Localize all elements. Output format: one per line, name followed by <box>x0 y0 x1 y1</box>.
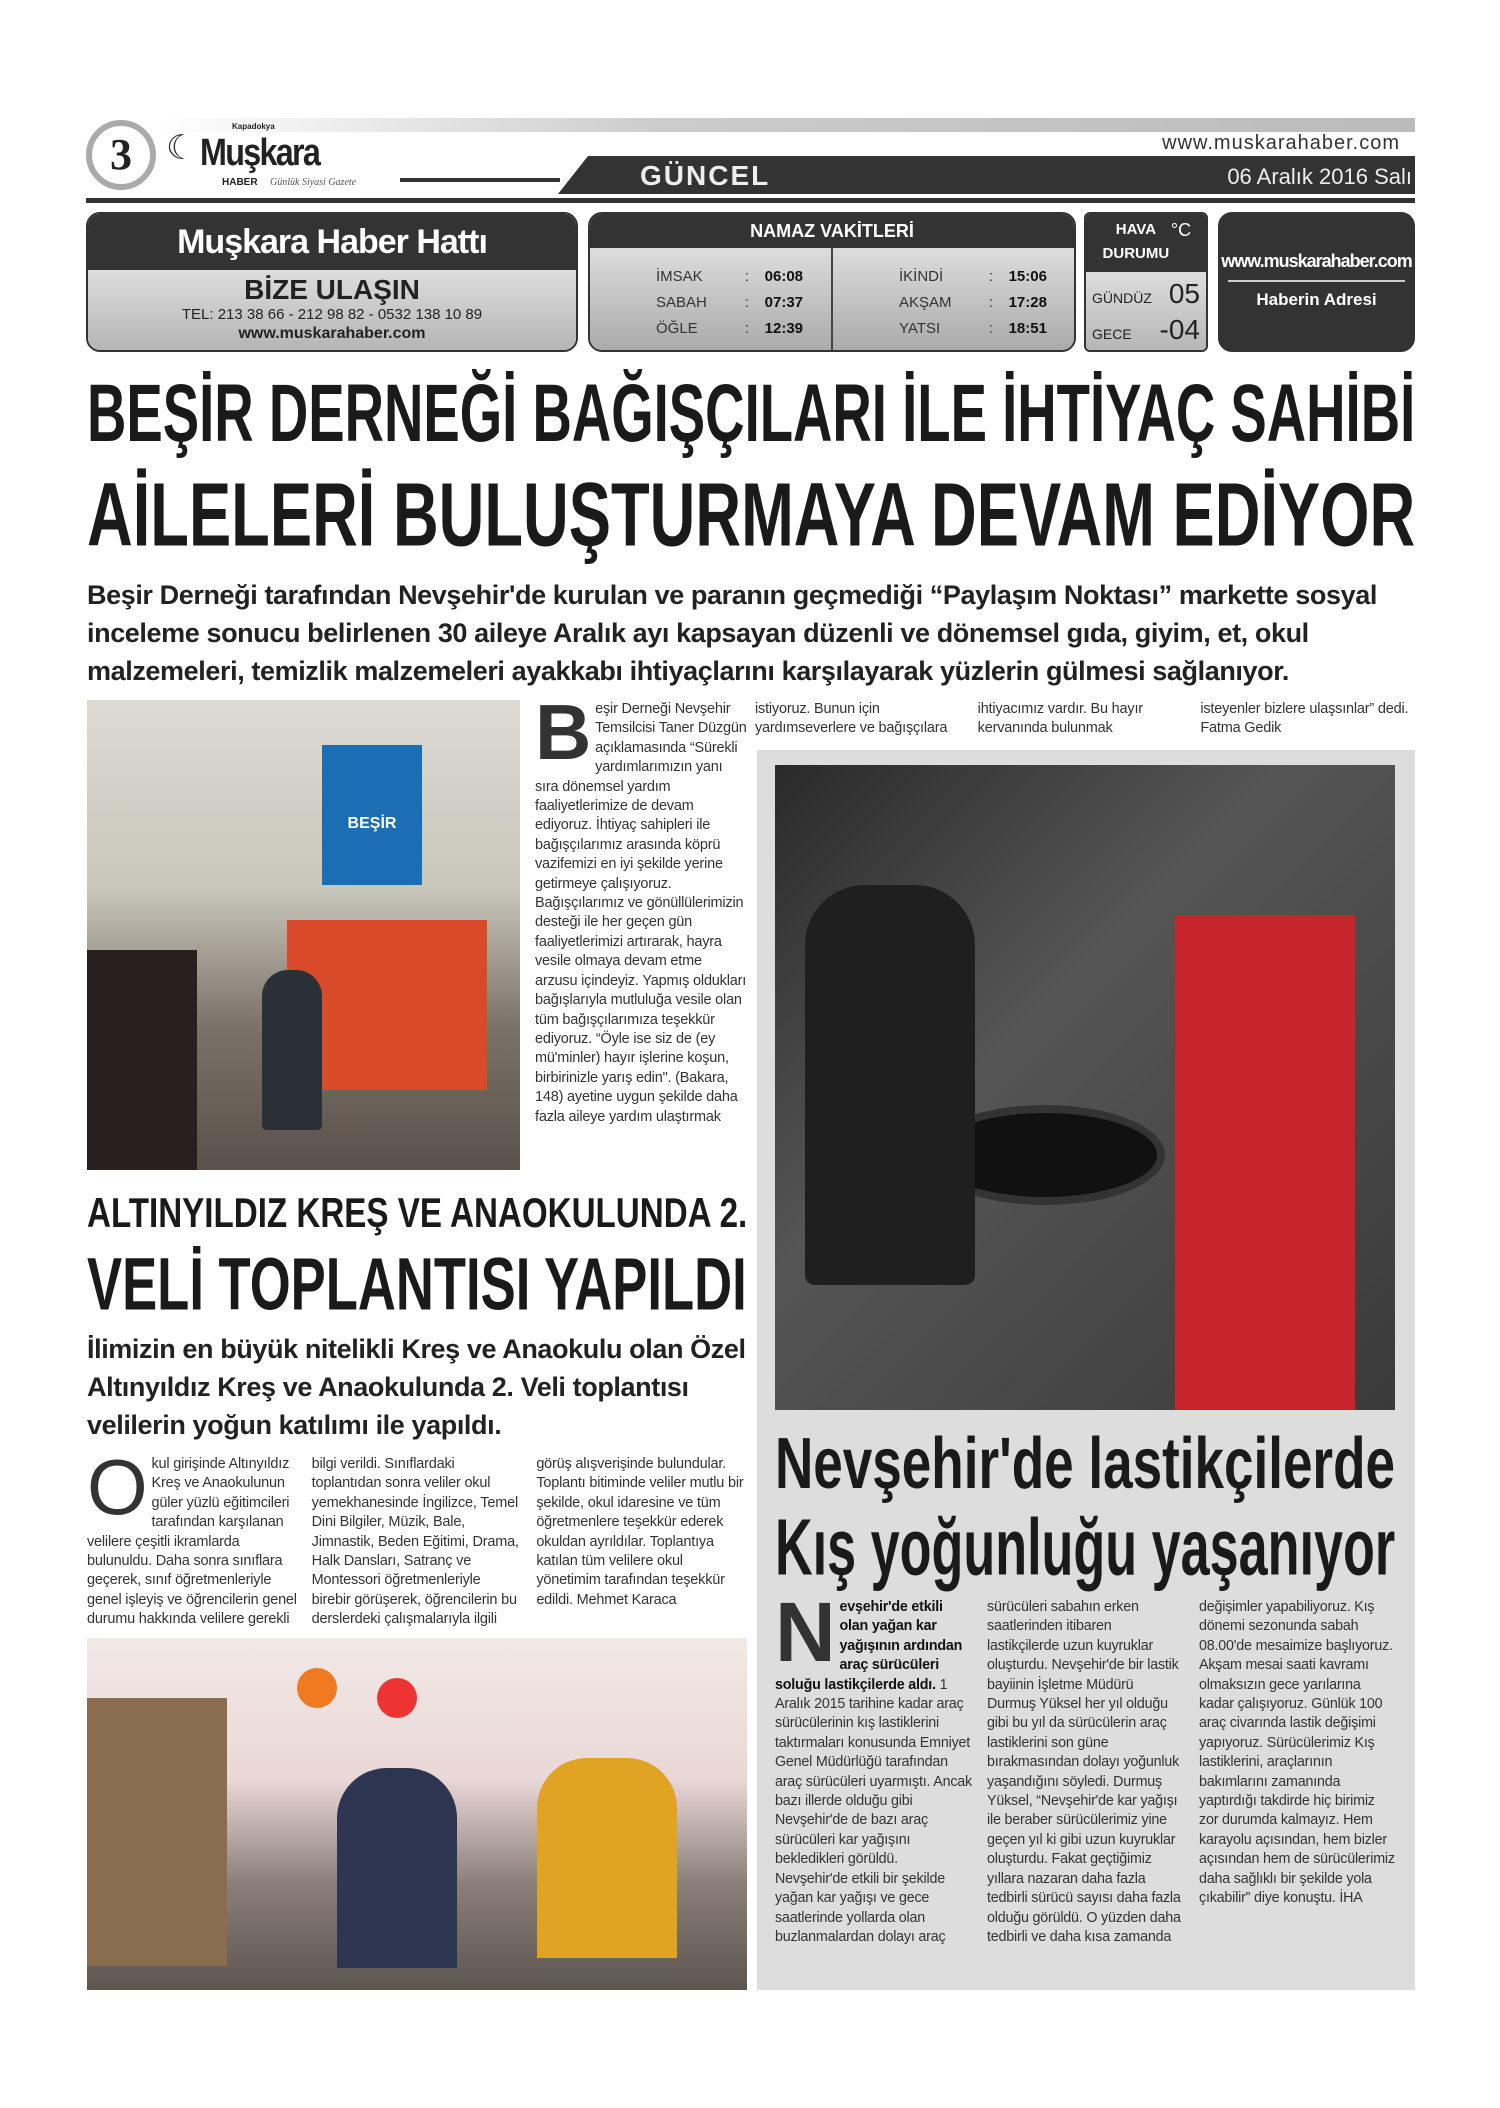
article1-headline-line2: AİLELERİ BULUŞTURMAYA DEVAM EDİYOR <box>87 464 1416 566</box>
prayer-name: İKİNDİ <box>899 267 944 285</box>
photo-person <box>87 1698 227 1966</box>
prayer-row: İKİNDİ : 15:06 <box>895 264 1072 288</box>
prayer-time: 07:37 <box>764 293 804 311</box>
article3-headline-line1: Nevşehir'de lastikçilerde <box>775 1424 1395 1504</box>
photo-clothes <box>87 950 197 1170</box>
promo-slogan: Haberin Adresi <box>1256 290 1377 309</box>
hotline-cta: BİZE ULAŞIN <box>244 274 420 305</box>
article1-col: istiyoruz. Bunun için yardımseverlere ve bağışçılara <box>755 701 948 737</box>
prayer-table-left <box>650 262 831 342</box>
prayer-row: İMSAK : 06:08 <box>652 264 829 288</box>
article1-summary: Beşir Derneği tarafından Nevşehir'de kurulan ve paranın geçmediği “Paylaşım Noktası” markette sosyal inceleme sonucu belirlenen 30 aileye Aralık ayı kapsayan düzenli ve dönemsel gıda, giyim, et, okul malzemeleri, temizlik malzemeleri ayakkabı ihtiyaçlarını karşılayarak yüzlerin gülmesi sağlanıyor. <box>87 580 1377 686</box>
drop-cap: N <box>775 1585 836 1679</box>
photo-tire-machine <box>1175 915 1355 1410</box>
article1-photo <box>87 700 520 1170</box>
article2-headline: VELİ TOPLANTISI YAPILDI <box>87 1243 747 1327</box>
prayer-name: ÖĞLE <box>656 319 698 337</box>
weather-night-label: GECE <box>1092 326 1132 342</box>
drop-cap: O <box>87 1443 148 1531</box>
prayer-time: 17:28 <box>1008 293 1047 311</box>
weather-unit: °C <box>1170 220 1192 240</box>
promo-box <box>1218 212 1415 352</box>
hotline-title: Muşkara Haber Hattı <box>88 214 576 270</box>
divider <box>1228 280 1405 282</box>
prayer-times-box <box>588 212 1076 352</box>
prayer-name: YATSI <box>899 319 941 337</box>
hotline-website[interactable]: www.muskarahaber.com <box>238 325 426 342</box>
article3-headline-line2: Kış yoğunluğu yaşanıyor <box>775 1503 1396 1593</box>
weather-box <box>1084 212 1208 352</box>
divider <box>831 248 833 352</box>
photo-person <box>537 1758 677 1958</box>
prayer-time: 18:51 <box>1008 319 1047 337</box>
logo-region: Kapadokya <box>232 122 275 131</box>
hotline-box <box>86 212 578 352</box>
article3-lead: evşehir'de etkili olan yağan kar yağışının ardından araç sürücüleri soluğu lastikçilerde aldı. <box>775 1599 963 1693</box>
section-title: GÜNCEL <box>640 160 771 191</box>
article2-photo <box>87 1638 747 1990</box>
article2-summary: İlimizin en büyük nitelikli Kreş ve Anaokulu olan Özel Altınyıldız Kreş ve Anaokulunda 2. Veli toplantısı velilerin yoğun katılımı ile yapıldı. <box>87 1334 746 1440</box>
article2-body-text: kul girişinde Altınyıldız Kreş ve Anaokulunun güler yüzlü eğitimcileri tarafından karşılanan velilere çeşitli ikramlarda bulunuldu. Daha sonra sınıflara geçerek, sınıf öğretmenleriyle genel işleyiş ve öğrencilerin genel durumu hakkında velilere gerekli bilgi verildi. Sınıflardaki toplantıdan sonra veliler okul yemekhanesinde İngilizce, Temel Dini Bilgiler, Müzik, Bale, Jimnastik, Beden Eğitimi, Drama, Halk Dansları, Satranç ve Montessori öğretmenleriyle birebir görüşerek, öğrencilerin bu derslerdeki çalışmalarıyla ilgili görüş alışverişinde bulundular. Toplantı bitiminde veliler mutlu bir şekilde, okul idaresine ve tüm öğretmenlere teşekkür ederek okuldan ayrıldılar. Toplantıya katılan tüm velilere okul yönetimim tarafından teşekkür edildi. Mehmet Karaca <box>87 1456 744 1628</box>
divider <box>400 178 560 182</box>
article1-continued <box>755 700 1415 739</box>
article1-col: isteyenler bizlere ulaşsınlar” dedi. Fatma Gedik <box>1200 701 1409 737</box>
photo-worker <box>805 885 975 1285</box>
prayer-time: 12:39 <box>764 319 804 337</box>
logo-tagline: Günlük Siyasi Gazete <box>270 177 357 188</box>
photo-orange-decor <box>297 1668 337 1708</box>
weather-day-value: 05 <box>1168 278 1200 309</box>
prayer-name: AKŞAM <box>899 293 952 311</box>
drop-cap: B <box>535 688 592 776</box>
article3-photo <box>775 765 1395 1410</box>
weather-day-label: GÜNDÜZ <box>1092 290 1152 306</box>
article2-kicker: ALTINYILDIZ KREŞ VE ANAOKULUNDA 2. <box>87 1189 748 1237</box>
header-website[interactable]: www.muskarahaber.com <box>1162 132 1400 154</box>
article2-body <box>87 1443 747 1630</box>
prayer-row: SABAH : 07:37 <box>652 290 829 314</box>
article1-body-text: eşir Derneği Nevşehir Temsilcisi Taner Düzgün açıklamasında “Sürekli yardımlarımızın yanı sıra dönemsel yardım faaliyetlerimize de devam ediyoruz. İhtiyaç sahipleri ile bağışçılarımız arasında köprü vazifemizi en iyi şekilde yerine getirmeye çalışıyoruz. Bağışçılarımız ve gönüllülerimizin desteği ile her geçen gün faaliyetlerimizi artırarak, hayra vesile olmaya devam etme arzusu içindeyiz. Yapmış oldukları bağışlarıyla mutluluğa vesile olan tüm bağışçılarımıza teşekkür ediyoruz. “Öyle ise siz de (ey mü'minler) hayır işlerine koşun, birbirinizle yarış edin". (Bakara, 148) ayetine uygun şekilde daha fazla aileye yardım ulaştırmak <box>535 701 747 1125</box>
prayer-row: YATSI : 18:51 <box>895 316 1072 340</box>
article2-area <box>87 1443 747 1990</box>
header-gradient-bar <box>160 118 1415 132</box>
prayer-name: SABAH <box>656 293 707 311</box>
page-number: 3 <box>86 120 156 190</box>
weather-night-value: -04 <box>1159 314 1200 345</box>
header-rule <box>86 198 1415 203</box>
prayer-table-right <box>893 262 1074 342</box>
photo-tomato-decor <box>377 1678 417 1718</box>
photo-sign: BEŞİR <box>322 745 422 885</box>
article1-col: ihtiyacımız vardır. Bu hayır kervanında bulunmak <box>977 701 1143 737</box>
article3-body <box>775 1585 1397 1947</box>
prayer-name: İMSAK <box>656 267 703 285</box>
prayer-times-title: NAMAZ VAKİTLERİ <box>590 214 1074 248</box>
photo-person <box>337 1768 457 1968</box>
logo-icon: ☾ <box>166 129 197 167</box>
article1-headline-line1: BEŞİR DERNEĞİ BAĞIŞÇILARI İLE İHTİYAÇ SAHİBİ <box>87 367 1416 459</box>
weather-title: HAVA DURUMU <box>1102 221 1170 262</box>
hotline-phone: TEL: 213 38 66 - 212 98 82 - 0532 138 10 89 <box>181 306 483 323</box>
photo-child <box>262 970 322 1130</box>
logo: Muşkara <box>200 132 320 174</box>
logo-haber: HABER <box>222 177 258 188</box>
prayer-row: ÖĞLE : 12:39 <box>652 316 829 340</box>
article3-body-text: 1 Aralık 2015 tarihine kadar araç sürücülerinin kış lastiklerini taktırmaları konusunda Emniyet Genel Müdürlüğü tarafından araç sürücüleri uyarmıştı. Ancak bazı illerde olduğu gibi Nevşehir'de de bazı araç sürücüleri kar yağışını bekledikleri görüldü. Nevşehir'de etkili bir şekilde yağan kar yağışı ve gece saatlerinde yollarda olan buzlanmalardan dolayı araç sürücüleri sabahın erken saatlerinden itibaren lastikçilerde uzun kuyruklar oluşturdu. Nevşehir'de bir lastik bayiinin İşletme Müdürü Durmuş Yüksel her yıl olduğu gibi bu yıl da sürücülerin araç lastiklerini son güne bırakmasından dolayı yoğunluk yaşandığını söyledi. Durmuş Yüksel, “Nevşehir'de kar yağışı ile beraber sürücülerimiz yine geçen yıl ki gibi uzun kuyruklar oluşturdu. Fakat geçtiğimiz yıllara nazaran daha fazla tedbirli sürücü sayısı daha fazla olduğu görüldü. O yüzden daha tedbirli ve daha kısa zamanda değişimler yapabiliyoruz. Kış dönemi sezonunda sabah 08.00'de mesaimize başlıyoruz. Akşam mesai saati kavramı olmaksızın gece yarılarına kadar çalışıyoruz. Günlük 100 araç civarında lastik değişimi yapıyoruz. Sürücülerimiz Kış lastiklerini, araçlarının bakımlarını zamanında yaptırdığı takdirde hiç birimiz zor durumda kalmayız. Hem karayolu açısından, hem bizler açısından hem de sürücülerimiz daha sağlıklı bir şekilde yola çıkabilir” diye konuştu. İHA <box>775 1599 1395 1945</box>
promo-website[interactable]: www.muskarahaber.com <box>1221 251 1412 271</box>
article1-body <box>535 688 747 1127</box>
prayer-time: 15:06 <box>1008 267 1047 285</box>
prayer-row: AKŞAM : 17:28 <box>895 290 1072 314</box>
prayer-time: 06:08 <box>764 267 804 285</box>
issue-date: 06 Aralık 2016 Salı <box>1227 164 1412 189</box>
